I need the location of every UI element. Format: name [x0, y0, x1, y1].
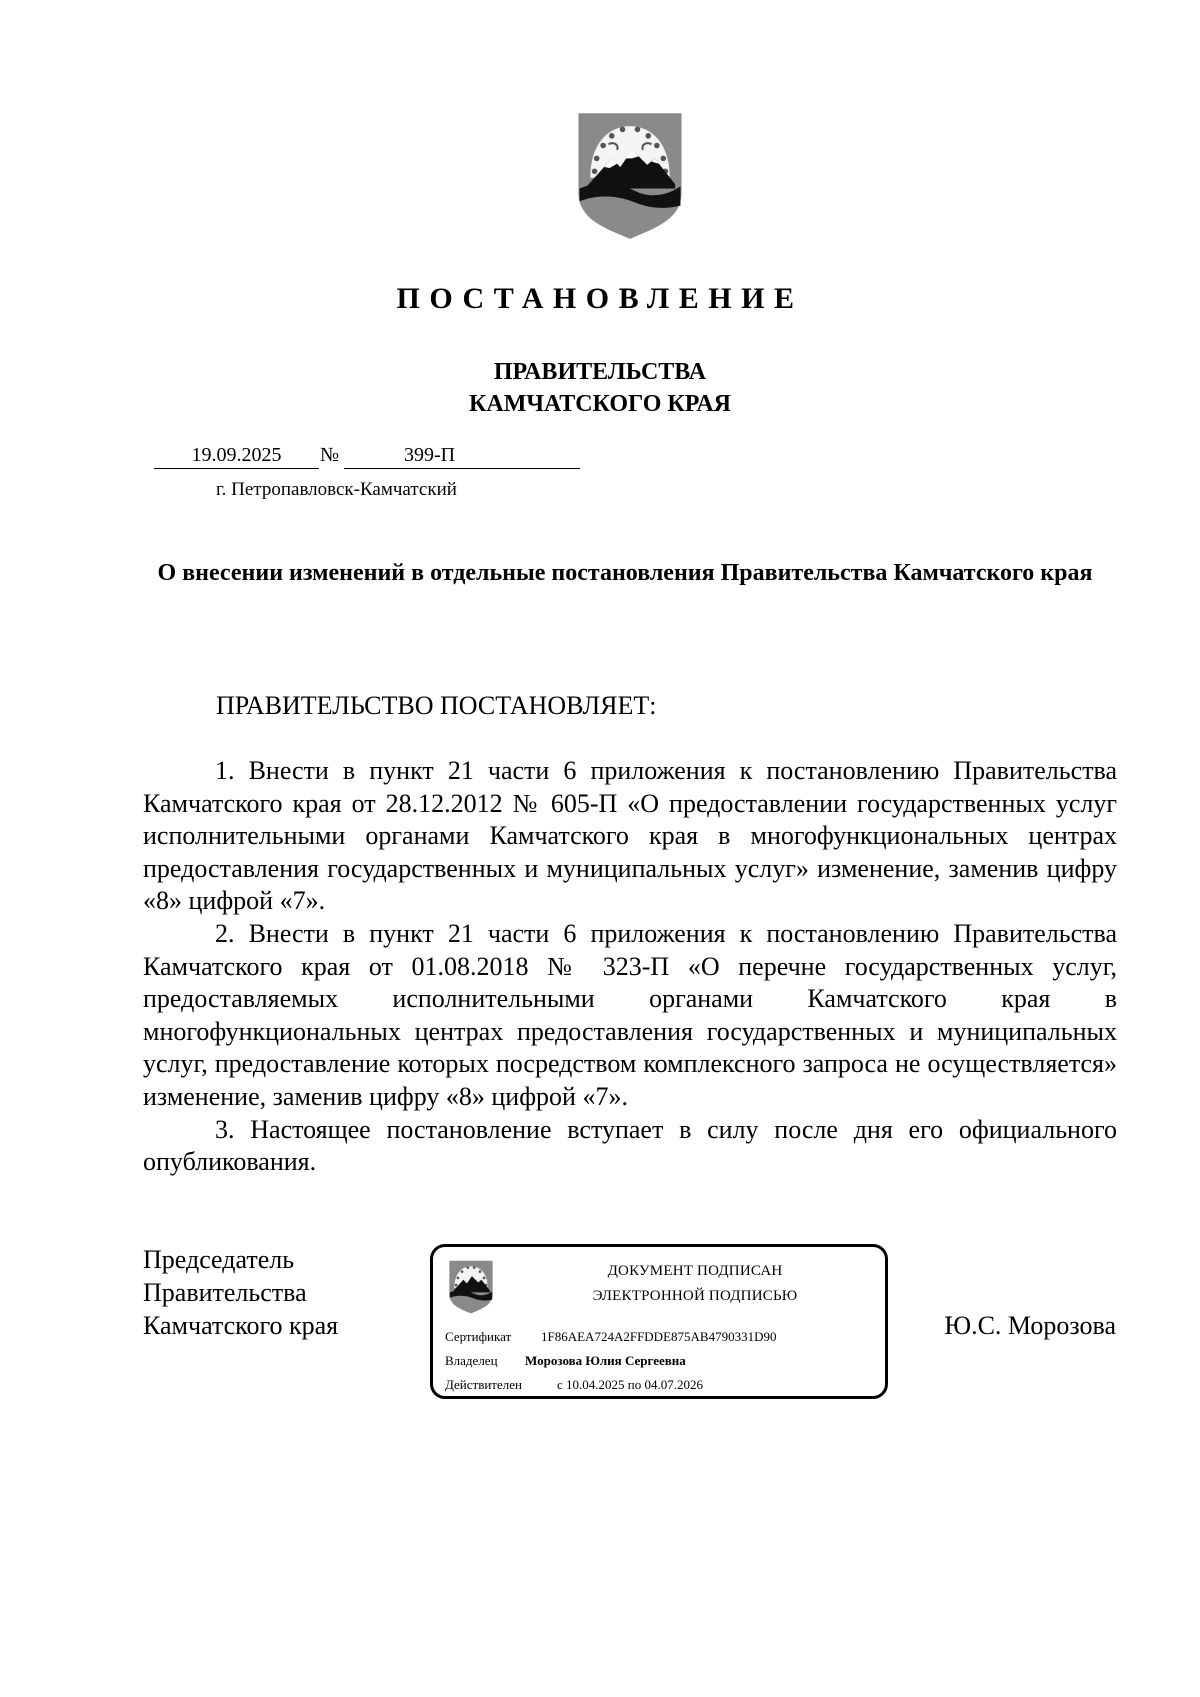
validity-value: с 10.04.2025 по 04.07.2026 — [557, 1377, 703, 1392]
document-number: 399-П — [344, 442, 580, 469]
resolution-intro: ПРАВИТЕЛЬСТВО ПОСТАНОВЛЯЕТ: — [216, 691, 657, 720]
issuer-heading — [0, 356, 1200, 420]
issuer-line: КАМЧАТСКОГО КРАЯ — [468, 391, 732, 417]
stamp-emblem-icon — [448, 1259, 494, 1314]
registration-line — [154, 442, 580, 470]
issuer-line: ПРАВИТЕЛЬСТВА — [493, 359, 707, 385]
stamp-certificate-row — [445, 1328, 776, 1346]
document-type-heading: ПОСТАНОВЛЕНИЕ — [396, 282, 804, 315]
city-of-issue: г. Петропавловск-Камчатский — [216, 479, 457, 500]
certificate-value: 1F86AEA724A2FFDDE875AB4790331D90 — [541, 1329, 777, 1344]
stamp-validity-row — [445, 1376, 703, 1394]
signer-position-line: Камчатского края — [143, 1311, 339, 1340]
signer-position-line: Председатель — [143, 1245, 295, 1274]
signer-name: Ю.С. Морозова — [944, 1311, 1116, 1340]
signer-position — [143, 1243, 338, 1342]
document-title: О внесении изменений в отдельные постановления Правительства Камчатского края — [157, 560, 1093, 586]
signer-position-line: Правительства — [143, 1278, 307, 1307]
certificate-label: Сертификат — [445, 1329, 512, 1344]
stamp-heading-line: ЭЛЕКТРОННОЙ ПОДПИСЬЮ — [592, 1288, 798, 1304]
stamp-heading-line: ДОКУМЕНТ ПОДПИСАН — [607, 1263, 783, 1279]
stamp-owner-row — [445, 1352, 686, 1370]
document-body — [143, 755, 1117, 1179]
validity-label: Действителен — [445, 1377, 522, 1392]
body-paragraph: 3. Настоящее постановление вступает в силу после дня его официального опубликования. — [143, 1114, 1117, 1177]
e-signature-stamp — [430, 1244, 888, 1399]
body-paragraph: 2. Внести в пункт 21 части 6 приложения к постановлению Правительства Камчатского края от 01.08.2018 № 323-П «О перечне государственных услуг, предоставляемых исполнительными органами Камчатского края в многофункциональных центрах предоставления государственных и муниципальных услуг, предоставление которых посредством комплексного запроса не осуществляется» изменение, заменив цифру «8» цифрой «7». — [143, 918, 1117, 1111]
coat-of-arms-icon — [576, 109, 684, 240]
owner-value: Морозова Юлия Сергеевна — [525, 1353, 686, 1368]
number-sign: № — [320, 444, 340, 466]
owner-label: Владелец — [445, 1353, 498, 1368]
body-paragraph: 1. Внести в пункт 21 части 6 приложения к постановлению Правительства Камчатского края от 28.12.2012 № 605-П «О предоставлении государственных услуг исполнительными органами Камчатского края в многофункциональных центрах предоставления государственных и муниципальных услуг» изменение, заменив цифру «8» цифрой «7». — [143, 756, 1117, 916]
stamp-heading — [513, 1259, 877, 1309]
document-date: 19.09.2025 — [154, 442, 319, 469]
